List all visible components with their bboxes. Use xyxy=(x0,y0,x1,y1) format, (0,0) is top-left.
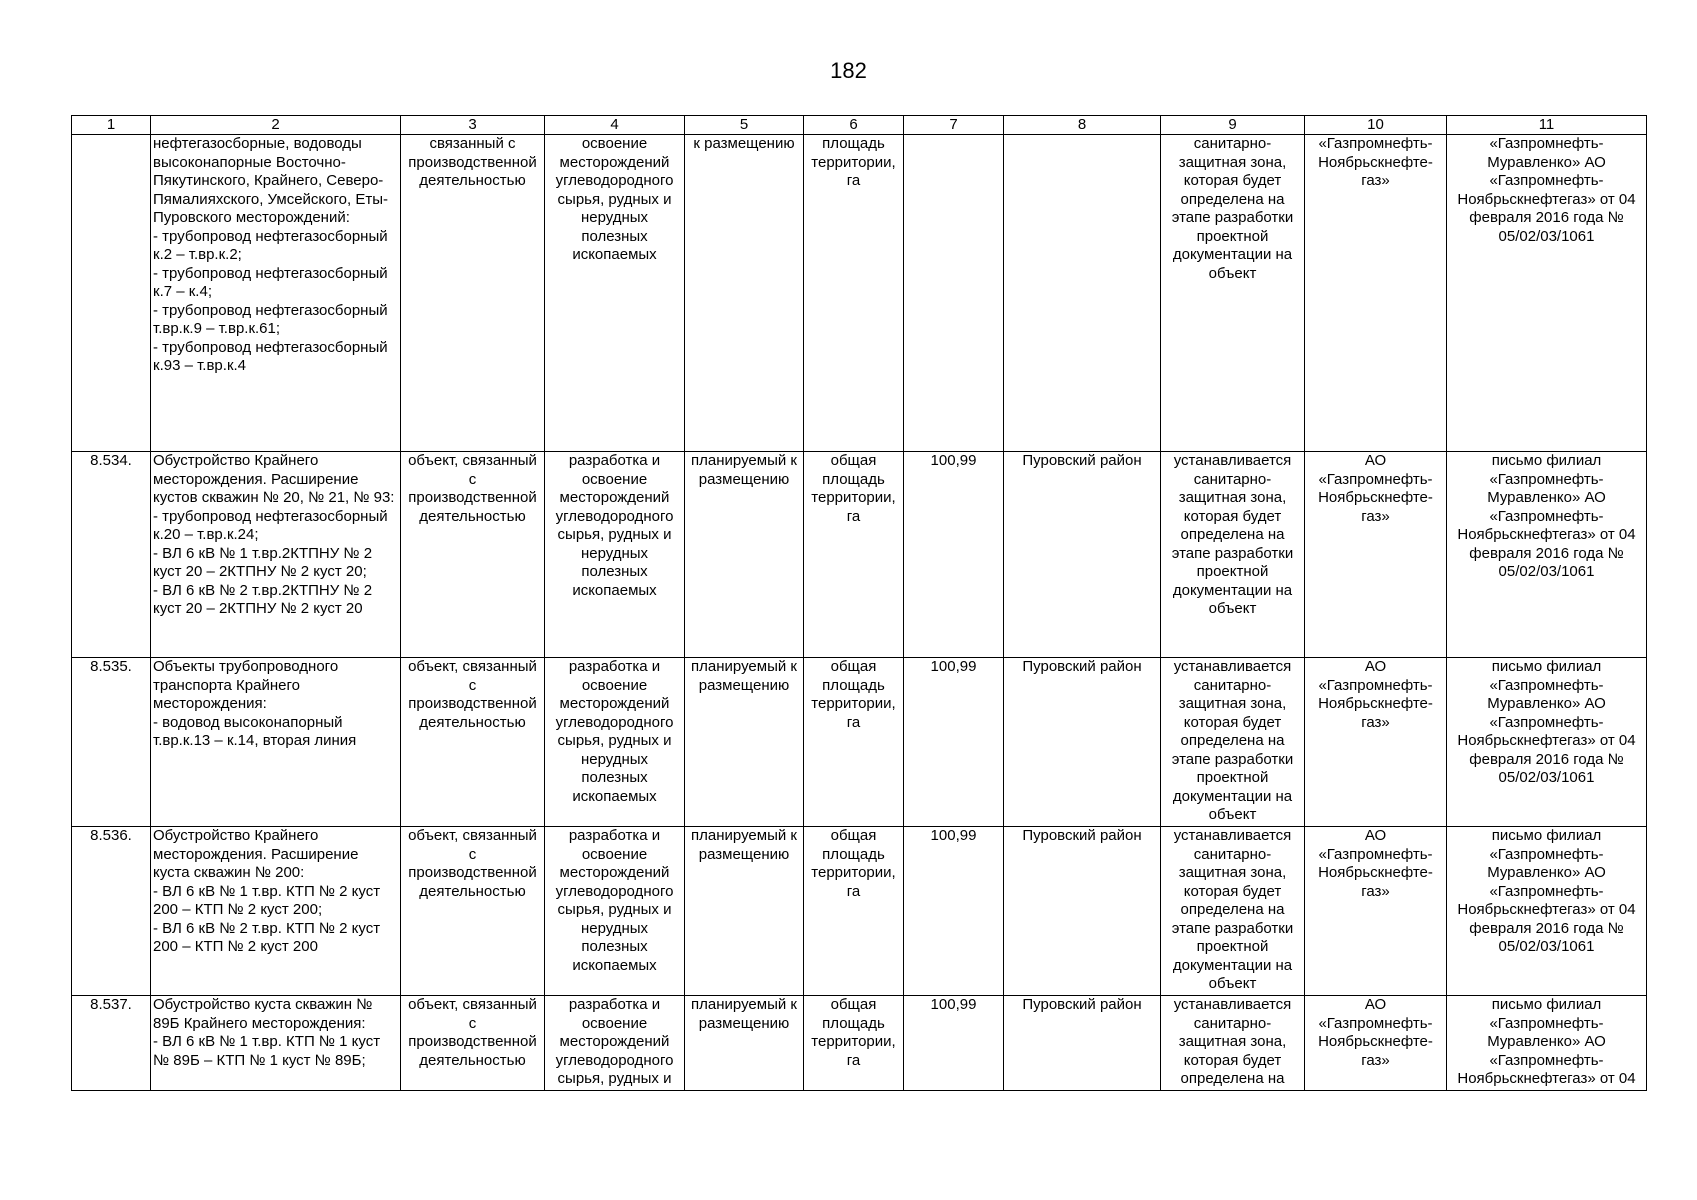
row-number: 8.534. xyxy=(72,452,151,658)
object-location: Пуровский район xyxy=(1004,452,1161,658)
column-header: 3 xyxy=(401,116,545,135)
table-row xyxy=(72,658,1647,827)
object-name: Обустройство Крайнего месторождения. Расширение куста скважин № 200: - ВЛ 6 кВ № 1 т.вр. КТП № 2 куст 200 – КТП № 2 куст 200; - ВЛ 6 кВ № 2 т.вр. КТП № 2 куст 200 – КТП № 2 куст 200 xyxy=(151,827,401,996)
object-purpose: разработка и освоение месторождений углеводородного сырья, рудных и нерудных полезных ископаемых xyxy=(545,658,685,827)
object-zone: устанавливается санитарно-защитная зона, которая будет определена на этапе разработки проектной документации на объект xyxy=(1161,452,1305,658)
object-status: планируемый к размещению xyxy=(685,658,804,827)
table-row xyxy=(72,827,1647,996)
object-purpose: разработка и освоение месторождений углеводородного сырья, рудных и xyxy=(545,996,685,1091)
object-value: 100,99 xyxy=(904,452,1004,658)
column-header: 1 xyxy=(72,116,151,135)
object-location xyxy=(1004,135,1161,452)
column-header: 7 xyxy=(904,116,1004,135)
column-header: 2 xyxy=(151,116,401,135)
object-value: 100,99 xyxy=(904,827,1004,996)
object-basis: письмо филиал «Газпромнефть-Муравленко» АО «Газпромнефть-Ноябрьскнефтегаз» от 04 февраля 2016 года № 05/02/03/1061 xyxy=(1447,658,1647,827)
column-header: 4 xyxy=(545,116,685,135)
object-name: Обустройство Крайнего месторождения. Расширение кустов скважин № 20, № 21, № 93: - трубопровод нефтегазосборный к.20 – т.вр.к.24; - ВЛ 6 кВ № 1 т.вр.2КТПНУ № 2 куст 20 – 2КТПНУ № 2 куст 20; - ВЛ 6 кВ № 2 т.вр.2КТПНУ № 2 куст 20 – 2КТПНУ № 2 куст 20 xyxy=(151,452,401,658)
row-number: 8.537. xyxy=(72,996,151,1091)
object-name: нефтегазосборные, водоводы высоконапорные Восточно-Пякутинского, Крайнего, Северо-Пямалияхского, Умсейского, Еты-Пуровского месторождений: - трубопровод нефтегазосборный к.2 – т.вр.к.2; - трубопровод нефтегазосборный к.7 – к.4; - трубопровод нефтегазосборный т.вр.к.9 – т.вр.к.61; - трубопровод нефтегазосборный к.93 – т.вр.к.4 xyxy=(151,135,401,452)
object-parameter: общая площадь территории, га xyxy=(804,827,904,996)
object-purpose: разработка и освоение месторождений углеводородного сырья, рудных и нерудных полезных ископаемых xyxy=(545,452,685,658)
object-basis: «Газпромнефть-Муравленко» АО «Газпромнефть-Ноябрьскнефтегаз» от 04 февраля 2016 года № 05/02/03/1061 xyxy=(1447,135,1647,452)
object-name: Обустройство куста скважин № 89Б Крайнего месторождения: - ВЛ 6 кВ № 1 т.вр. КТП № 1 куст № 89Б – КТП № 1 куст № 89Б; xyxy=(151,996,401,1091)
object-zone: устанавливается санитарно-защитная зона, которая будет определена на этапе разработки проектной документации на объект xyxy=(1161,827,1305,996)
object-parameter: общая площадь территории, га xyxy=(804,658,904,827)
territory-objects-table xyxy=(71,115,1647,1091)
object-type: объект, связанный с производственной деятельностью xyxy=(401,996,545,1091)
object-owner: АО «Газпромнефть-Ноябрьскнефте-газ» xyxy=(1305,827,1447,996)
object-name: Объекты трубопроводного транспорта Крайнего месторождения: - водовод высоконапорный т.вр.к.13 – к.14, вторая линия xyxy=(151,658,401,827)
object-type: объект, связанный с производственной деятельностью xyxy=(401,658,545,827)
object-zone: устанавливается санитарно-защитная зона, которая будет определена на xyxy=(1161,996,1305,1091)
object-owner: АО «Газпромнефть-Ноябрьскнефте-газ» xyxy=(1305,996,1447,1091)
column-header: 5 xyxy=(685,116,804,135)
object-zone: устанавливается санитарно-защитная зона, которая будет определена на этапе разработки проектной документации на объект xyxy=(1161,658,1305,827)
object-value: 100,99 xyxy=(904,658,1004,827)
object-purpose: освоение месторождений углеводородного сырья, рудных и нерудных полезных ископаемых xyxy=(545,135,685,452)
column-header: 9 xyxy=(1161,116,1305,135)
object-basis: письмо филиал «Газпромнефть-Муравленко» АО «Газпромнефть-Ноябрьскнефтегаз» от 04 февраля 2016 года № 05/02/03/1061 xyxy=(1447,827,1647,996)
row-number: 8.536. xyxy=(72,827,151,996)
table-row xyxy=(72,135,1647,452)
table-header-row xyxy=(72,116,1647,135)
object-status: планируемый к размещению xyxy=(685,452,804,658)
row-number xyxy=(72,135,151,452)
object-location: Пуровский район xyxy=(1004,996,1161,1091)
object-basis: письмо филиал «Газпромнефть-Муравленко» АО «Газпромнефть-Ноябрьскнефтегаз» от 04 xyxy=(1447,996,1647,1091)
object-basis: письмо филиал «Газпромнефть-Муравленко» АО «Газпромнефть-Ноябрьскнефтегаз» от 04 февраля 2016 года № 05/02/03/1061 xyxy=(1447,452,1647,658)
table-row xyxy=(72,996,1647,1091)
object-status: планируемый к размещению xyxy=(685,996,804,1091)
object-type: объект, связанный с производственной деятельностью xyxy=(401,827,545,996)
object-type: связанный с производственной деятельностью xyxy=(401,135,545,452)
object-status: к размещению xyxy=(685,135,804,452)
object-parameter: площадь территории, га xyxy=(804,135,904,452)
column-header: 11 xyxy=(1447,116,1647,135)
object-value: 100,99 xyxy=(904,996,1004,1091)
page-number: 182 xyxy=(830,58,867,83)
object-status: планируемый к размещению xyxy=(685,827,804,996)
object-location: Пуровский район xyxy=(1004,658,1161,827)
object-owner: «Газпромнефть-Ноябрьскнефте-газ» xyxy=(1305,135,1447,452)
object-owner: АО «Газпромнефть-Ноябрьскнефте-газ» xyxy=(1305,658,1447,827)
object-owner: АО «Газпромнефть-Ноябрьскнефте-газ» xyxy=(1305,452,1447,658)
object-parameter: общая площадь территории, га xyxy=(804,996,904,1091)
object-location: Пуровский район xyxy=(1004,827,1161,996)
object-zone: санитарно-защитная зона, которая будет определена на этапе разработки проектной документации на объект xyxy=(1161,135,1305,452)
column-header: 6 xyxy=(804,116,904,135)
object-purpose: разработка и освоение месторождений углеводородного сырья, рудных и нерудных полезных ископаемых xyxy=(545,827,685,996)
table-row xyxy=(72,452,1647,658)
object-parameter: общая площадь территории, га xyxy=(804,452,904,658)
row-number: 8.535. xyxy=(72,658,151,827)
object-value xyxy=(904,135,1004,452)
object-type: объект, связанный с производственной деятельностью xyxy=(401,452,545,658)
column-header: 10 xyxy=(1305,116,1447,135)
column-header: 8 xyxy=(1004,116,1161,135)
